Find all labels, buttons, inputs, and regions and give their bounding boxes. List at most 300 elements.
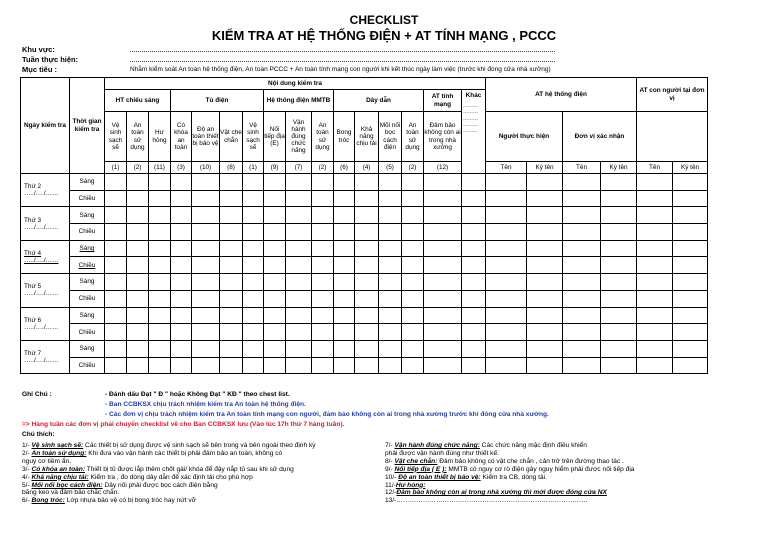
check-cell[interactable]	[334, 224, 355, 241]
check-cell[interactable]	[486, 340, 527, 357]
check-cell[interactable]	[527, 240, 563, 257]
check-cell[interactable]	[486, 224, 527, 241]
check-cell[interactable]	[192, 190, 220, 207]
check-cell[interactable]	[379, 324, 402, 341]
legend-line	[22, 474, 382, 482]
sign-header: Ký tên	[601, 162, 637, 174]
time-slot: Sáng	[70, 274, 105, 291]
check-cell[interactable]	[127, 224, 149, 241]
check-cell[interactable]	[220, 224, 243, 241]
check-cell[interactable]	[243, 340, 264, 357]
check-cell[interactable]	[424, 207, 462, 224]
check-cell[interactable]	[462, 257, 486, 274]
check-cell[interactable]	[171, 290, 192, 307]
check-cell[interactable]	[637, 174, 673, 191]
check-cell[interactable]	[402, 290, 424, 307]
check-cell[interactable]	[334, 340, 355, 357]
check-cell[interactable]	[355, 240, 379, 257]
check-cell[interactable]	[379, 240, 402, 257]
group-ht-chieu-sang: HT chiếu sáng	[105, 90, 171, 112]
check-cell[interactable]	[379, 207, 402, 224]
check-cell[interactable]	[637, 357, 673, 374]
check-cell[interactable]	[192, 257, 220, 274]
check-cell[interactable]	[127, 174, 149, 191]
check-cell[interactable]	[127, 324, 149, 341]
check-cell[interactable]	[527, 224, 563, 241]
check-cell[interactable]	[402, 207, 424, 224]
check-cell[interactable]	[462, 290, 486, 307]
legend-text: băng keo và đảm bảo chắc chắn.	[22, 489, 120, 497]
check-cell[interactable]	[192, 307, 220, 324]
check-cell[interactable]	[486, 190, 527, 207]
check-cell[interactable]	[220, 324, 243, 341]
check-cell[interactable]	[355, 224, 379, 241]
check-cell[interactable]	[563, 340, 601, 357]
check-cell[interactable]	[355, 257, 379, 274]
check-cell[interactable]	[462, 174, 486, 191]
check-cell[interactable]	[355, 307, 379, 324]
check-cell[interactable]	[486, 357, 527, 374]
check-cell[interactable]	[286, 174, 312, 191]
check-cell[interactable]	[264, 290, 286, 307]
check-cell[interactable]	[673, 307, 708, 324]
check-cell[interactable]	[286, 290, 312, 307]
check-cell[interactable]	[220, 257, 243, 274]
check-cell[interactable]	[673, 174, 708, 191]
legend-keyword: Mối nối bọc cách điện:	[31, 481, 103, 489]
check-cell[interactable]	[673, 207, 708, 224]
check-cell[interactable]	[355, 190, 379, 207]
check-cell[interactable]	[563, 274, 601, 291]
person-header: Người thực hiện	[486, 112, 563, 162]
check-cell[interactable]	[312, 324, 334, 341]
check-cell[interactable]	[355, 324, 379, 341]
check-cell[interactable]	[424, 190, 462, 207]
legend-text: ……………………………………………………………………………	[396, 497, 588, 505]
column-code: (8)	[220, 162, 243, 174]
check-cell[interactable]	[171, 340, 192, 357]
check-cell[interactable]	[334, 324, 355, 341]
check-cell[interactable]	[355, 174, 379, 191]
check-cell[interactable]	[379, 357, 402, 374]
check-cell[interactable]	[462, 324, 486, 341]
check-cell[interactable]	[243, 190, 264, 207]
check-cell[interactable]	[171, 274, 192, 291]
check-cell[interactable]	[402, 324, 424, 341]
check-cell[interactable]	[424, 357, 462, 374]
check-cell[interactable]	[192, 274, 220, 291]
check-cell[interactable]	[379, 224, 402, 241]
check-cell[interactable]	[424, 224, 462, 241]
check-cell[interactable]	[105, 340, 127, 357]
check-cell[interactable]	[243, 174, 264, 191]
check-cell[interactable]	[220, 307, 243, 324]
check-cell[interactable]	[334, 307, 355, 324]
check-cell[interactable]	[486, 257, 527, 274]
check-cell[interactable]	[127, 207, 149, 224]
check-cell[interactable]	[486, 174, 527, 191]
check-cell[interactable]	[424, 340, 462, 357]
check-cell[interactable]	[127, 340, 149, 357]
check-cell[interactable]	[563, 207, 601, 224]
khac-label: Khác	[465, 92, 482, 99]
check-cell[interactable]	[312, 174, 334, 191]
check-cell[interactable]	[220, 190, 243, 207]
check-cell[interactable]	[334, 190, 355, 207]
check-cell[interactable]	[637, 224, 673, 241]
legend-number: 10/-	[385, 473, 399, 481]
check-cell[interactable]	[334, 357, 355, 374]
check-cell[interactable]	[312, 207, 334, 224]
ghi-chu-3: - Các đơn vị chịu trách nhiệm kiểm tra An toàn tính mạng con người, đảm bảo không còn ai trong nhà xưởng trước khi đóng cửa nhà xưởng.	[105, 411, 549, 418]
check-cell[interactable]	[402, 190, 424, 207]
day-date: …../…./……	[24, 256, 59, 264]
check-cell[interactable]	[243, 274, 264, 291]
check-cell[interactable]	[171, 257, 192, 274]
check-cell[interactable]	[105, 224, 127, 241]
area-field[interactable]	[130, 50, 555, 52]
check-cell[interactable]	[424, 307, 462, 324]
check-cell[interactable]	[601, 274, 637, 291]
check-cell[interactable]	[312, 257, 334, 274]
check-cell[interactable]	[243, 207, 264, 224]
check-cell[interactable]	[149, 357, 171, 374]
check-cell[interactable]	[527, 340, 563, 357]
check-cell[interactable]	[563, 240, 601, 257]
check-cell[interactable]	[127, 290, 149, 307]
check-cell[interactable]	[105, 357, 127, 374]
check-cell[interactable]	[220, 274, 243, 291]
check-cell[interactable]	[462, 190, 486, 207]
check-cell[interactable]	[243, 307, 264, 324]
check-cell[interactable]	[264, 307, 286, 324]
check-cell[interactable]	[486, 290, 527, 307]
check-cell[interactable]	[220, 207, 243, 224]
check-cell[interactable]	[334, 290, 355, 307]
check-cell[interactable]	[243, 357, 264, 374]
check-cell[interactable]	[149, 207, 171, 224]
check-cell[interactable]	[264, 257, 286, 274]
check-cell[interactable]	[601, 340, 637, 357]
check-cell[interactable]	[220, 240, 243, 257]
check-cell[interactable]	[601, 207, 637, 224]
check-cell[interactable]	[149, 174, 171, 191]
check-cell[interactable]	[355, 340, 379, 357]
check-cell[interactable]	[673, 340, 708, 357]
check-cell[interactable]	[149, 224, 171, 241]
check-cell[interactable]	[243, 224, 264, 241]
check-cell[interactable]	[286, 340, 312, 357]
check-cell[interactable]	[192, 224, 220, 241]
check-cell[interactable]	[264, 224, 286, 241]
check-cell[interactable]	[312, 307, 334, 324]
table-row	[21, 224, 708, 241]
goal-label: Mục tiêu :	[22, 65, 57, 74]
check-cell[interactable]	[192, 357, 220, 374]
check-cell[interactable]	[637, 290, 673, 307]
sub-header: Vận hành đúng chức năng	[286, 112, 312, 162]
check-cell[interactable]	[243, 290, 264, 307]
check-cell[interactable]	[192, 240, 220, 257]
check-cell[interactable]	[286, 357, 312, 374]
check-cell[interactable]	[379, 257, 402, 274]
check-cell[interactable]	[171, 307, 192, 324]
time-slot: Chiều	[70, 190, 105, 207]
check-cell[interactable]	[171, 224, 192, 241]
check-cell[interactable]	[127, 257, 149, 274]
check-cell[interactable]	[563, 357, 601, 374]
check-cell[interactable]	[424, 174, 462, 191]
check-cell[interactable]	[312, 340, 334, 357]
check-cell[interactable]	[149, 324, 171, 341]
check-cell[interactable]	[402, 240, 424, 257]
check-cell[interactable]	[264, 207, 286, 224]
check-cell[interactable]	[486, 274, 527, 291]
check-cell[interactable]	[286, 207, 312, 224]
check-cell[interactable]	[312, 274, 334, 291]
check-cell[interactable]	[673, 257, 708, 274]
sign-header: Ký tên	[527, 162, 563, 174]
check-cell[interactable]	[105, 174, 127, 191]
check-cell[interactable]	[286, 324, 312, 341]
check-cell[interactable]	[379, 290, 402, 307]
check-cell[interactable]	[673, 357, 708, 374]
check-cell[interactable]	[149, 290, 171, 307]
check-cell[interactable]	[312, 240, 334, 257]
legend-line	[22, 442, 382, 450]
check-cell[interactable]	[286, 190, 312, 207]
check-cell[interactable]	[379, 274, 402, 291]
check-cell[interactable]	[220, 340, 243, 357]
check-cell[interactable]	[286, 307, 312, 324]
check-cell[interactable]	[192, 290, 220, 307]
check-cell[interactable]	[424, 274, 462, 291]
check-cell[interactable]	[105, 240, 127, 257]
legend-keyword: An toàn sử dụng:	[31, 449, 87, 457]
check-cell[interactable]	[105, 190, 127, 207]
check-cell[interactable]	[486, 240, 527, 257]
check-cell[interactable]	[527, 357, 563, 374]
check-cell[interactable]	[637, 240, 673, 257]
check-cell[interactable]	[220, 290, 243, 307]
check-cell[interactable]	[462, 357, 486, 374]
check-cell[interactable]	[637, 257, 673, 274]
check-cell[interactable]	[264, 174, 286, 191]
check-cell[interactable]	[563, 290, 601, 307]
column-code: (12)	[424, 162, 462, 174]
check-cell[interactable]	[563, 174, 601, 191]
check-cell[interactable]	[192, 174, 220, 191]
check-cell[interactable]	[601, 357, 637, 374]
check-cell[interactable]	[402, 307, 424, 324]
check-cell[interactable]	[127, 307, 149, 324]
check-cell[interactable]	[601, 307, 637, 324]
check-cell[interactable]	[379, 174, 402, 191]
check-cell[interactable]	[601, 290, 637, 307]
check-cell[interactable]	[105, 257, 127, 274]
check-cell[interactable]	[527, 324, 563, 341]
check-cell[interactable]	[105, 207, 127, 224]
check-cell[interactable]	[527, 207, 563, 224]
check-cell[interactable]	[527, 257, 563, 274]
check-cell[interactable]	[127, 357, 149, 374]
check-cell[interactable]	[563, 224, 601, 241]
check-cell[interactable]	[379, 190, 402, 207]
check-cell[interactable]	[286, 274, 312, 291]
check-cell[interactable]	[355, 357, 379, 374]
check-cell[interactable]	[264, 357, 286, 374]
check-cell[interactable]	[264, 324, 286, 341]
check-cell[interactable]	[462, 207, 486, 224]
check-cell[interactable]	[527, 174, 563, 191]
legend-text: Thiết bị tủ được lắp thêm chốt gài/ khóa để đậy nắp tủ sau khi sử dụng	[85, 465, 294, 473]
check-cell[interactable]	[127, 190, 149, 207]
check-cell[interactable]	[264, 190, 286, 207]
check-cell[interactable]	[334, 207, 355, 224]
check-cell[interactable]	[312, 290, 334, 307]
check-cell[interactable]	[424, 257, 462, 274]
check-cell[interactable]	[637, 274, 673, 291]
check-cell[interactable]	[220, 174, 243, 191]
check-cell[interactable]	[527, 274, 563, 291]
check-cell[interactable]	[563, 190, 601, 207]
check-cell[interactable]	[673, 224, 708, 241]
check-cell[interactable]	[149, 340, 171, 357]
check-cell[interactable]	[673, 190, 708, 207]
check-cell[interactable]	[637, 340, 673, 357]
check-cell[interactable]	[402, 174, 424, 191]
check-cell[interactable]	[424, 324, 462, 341]
check-cell[interactable]	[264, 340, 286, 357]
time-slot: Chiều	[70, 224, 105, 241]
check-cell[interactable]	[379, 340, 402, 357]
day-date: …../…./……	[24, 357, 59, 365]
check-cell[interactable]	[127, 240, 149, 257]
check-cell[interactable]	[379, 307, 402, 324]
check-cell[interactable]	[601, 190, 637, 207]
check-cell[interactable]	[192, 324, 220, 341]
check-cell[interactable]	[462, 240, 486, 257]
check-cell[interactable]	[355, 207, 379, 224]
check-cell[interactable]	[424, 240, 462, 257]
legend-keyword: Độ an toàn thiết bị bảo vệ:	[398, 473, 481, 481]
check-cell[interactable]	[402, 257, 424, 274]
check-cell[interactable]	[243, 240, 264, 257]
check-cell[interactable]	[105, 324, 127, 341]
check-cell[interactable]	[149, 257, 171, 274]
check-cell[interactable]	[527, 307, 563, 324]
check-cell[interactable]	[312, 190, 334, 207]
check-cell[interactable]	[402, 274, 424, 291]
column-code: (2)	[127, 162, 149, 174]
check-cell[interactable]	[601, 257, 637, 274]
check-cell[interactable]	[105, 274, 127, 291]
check-cell[interactable]	[527, 190, 563, 207]
check-cell[interactable]	[264, 274, 286, 291]
check-cell[interactable]	[171, 357, 192, 374]
check-cell[interactable]	[402, 357, 424, 374]
day-date: …../…./……	[24, 223, 59, 231]
check-cell[interactable]	[462, 224, 486, 241]
check-cell[interactable]	[462, 274, 486, 291]
check-cell[interactable]	[601, 224, 637, 241]
check-cell[interactable]	[637, 324, 673, 341]
check-cell[interactable]	[334, 174, 355, 191]
column-code: (1)	[243, 162, 264, 174]
legend-number: 11/-	[385, 481, 396, 489]
check-cell[interactable]	[286, 240, 312, 257]
check-cell[interactable]	[171, 190, 192, 207]
check-cell[interactable]	[637, 190, 673, 207]
check-cell[interactable]	[673, 240, 708, 257]
check-cell[interactable]	[486, 307, 527, 324]
check-cell[interactable]	[171, 240, 192, 257]
check-cell[interactable]	[486, 324, 527, 341]
check-cell[interactable]	[220, 357, 243, 374]
check-cell[interactable]	[105, 307, 127, 324]
check-cell[interactable]	[563, 324, 601, 341]
check-cell[interactable]	[424, 290, 462, 307]
group-tu-dien: Tủ điện	[171, 90, 264, 112]
check-cell[interactable]	[149, 274, 171, 291]
check-cell[interactable]	[312, 224, 334, 241]
check-cell[interactable]	[563, 257, 601, 274]
name-header: Tên	[637, 162, 673, 174]
check-cell[interactable]	[334, 257, 355, 274]
check-cell[interactable]	[462, 307, 486, 324]
check-cell[interactable]	[355, 290, 379, 307]
check-cell[interactable]	[402, 340, 424, 357]
check-cell[interactable]	[601, 174, 637, 191]
check-cell[interactable]	[171, 324, 192, 341]
check-cell[interactable]	[105, 290, 127, 307]
check-cell[interactable]	[673, 290, 708, 307]
check-cell[interactable]	[601, 324, 637, 341]
day-name: Thứ 3	[24, 216, 42, 224]
check-cell[interactable]	[149, 190, 171, 207]
check-cell[interactable]	[637, 207, 673, 224]
check-cell[interactable]	[462, 340, 486, 357]
check-cell[interactable]	[563, 307, 601, 324]
check-cell[interactable]	[243, 324, 264, 341]
check-cell[interactable]	[402, 224, 424, 241]
check-cell[interactable]	[286, 257, 312, 274]
check-cell[interactable]	[171, 207, 192, 224]
check-cell[interactable]	[312, 357, 334, 374]
check-cell[interactable]	[637, 307, 673, 324]
check-cell[interactable]	[355, 274, 379, 291]
sub-header: Đảm bảo không còn ai trong nhà xưởng	[424, 112, 462, 162]
check-cell[interactable]	[527, 290, 563, 307]
check-cell[interactable]	[192, 340, 220, 357]
check-cell[interactable]	[486, 207, 527, 224]
check-cell[interactable]	[334, 274, 355, 291]
check-cell[interactable]	[243, 257, 264, 274]
check-cell[interactable]	[601, 240, 637, 257]
check-cell[interactable]	[264, 240, 286, 257]
check-cell[interactable]	[171, 174, 192, 191]
check-cell[interactable]	[192, 207, 220, 224]
week-field[interactable]	[130, 60, 555, 62]
check-cell[interactable]	[334, 240, 355, 257]
checklist-table	[20, 77, 708, 374]
check-cell[interactable]	[673, 324, 708, 341]
check-cell[interactable]	[149, 307, 171, 324]
check-cell[interactable]	[127, 274, 149, 291]
check-cell[interactable]	[286, 224, 312, 241]
check-cell[interactable]	[673, 274, 708, 291]
check-cell[interactable]	[149, 240, 171, 257]
